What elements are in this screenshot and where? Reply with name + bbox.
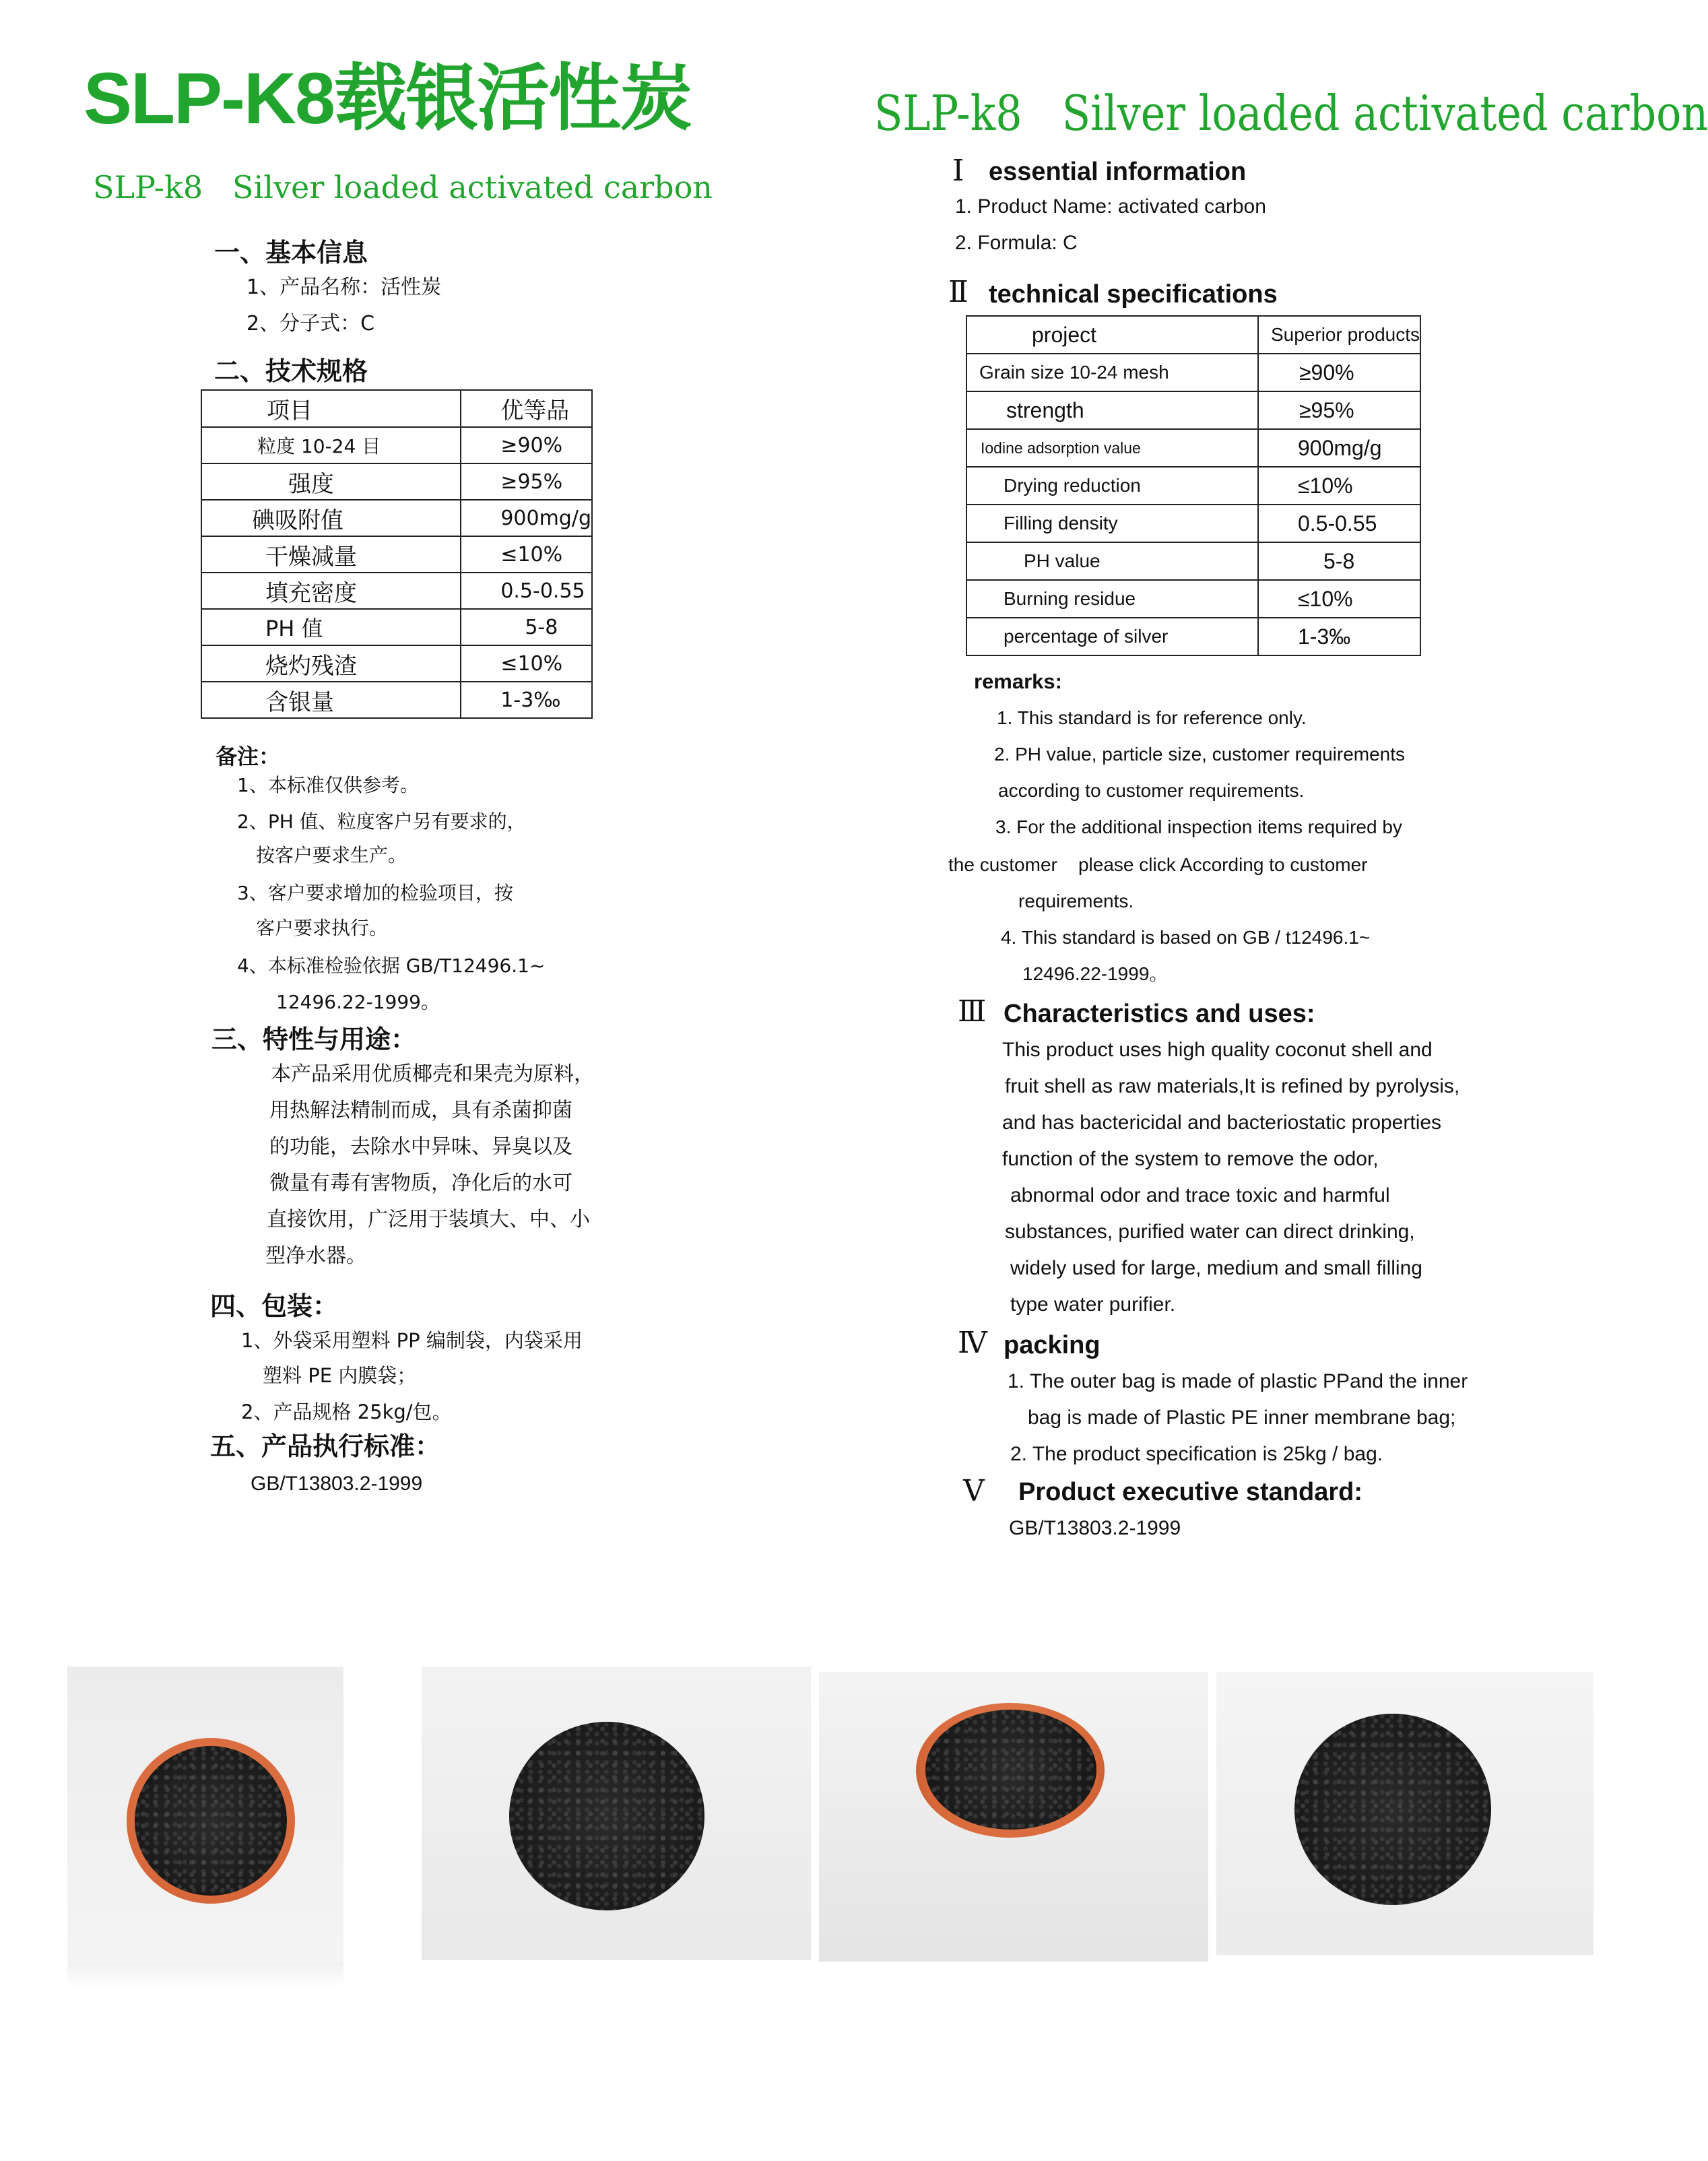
table-row: [966, 354, 1420, 391]
photo-reflection: [67, 1962, 343, 1989]
cn-features-line: 直接饮用，广泛用于装填大、中、小: [267, 1208, 590, 1231]
table-row: [201, 609, 592, 645]
en-spec-value: ≥95%: [1258, 391, 1420, 429]
table-row: [966, 391, 1420, 429]
cn-spec-value: 0.5-0.55: [461, 573, 592, 609]
cn-packing-line: 塑料 PE 内膜袋；: [263, 1364, 417, 1387]
table-row: [201, 573, 592, 609]
cn-spec-value: ≤10%: [461, 536, 592, 573]
product-photo-pile-1: [422, 1667, 811, 1960]
cn-spec-value: ≥90%: [461, 427, 592, 463]
table-row: [201, 390, 592, 427]
cn-spec-value: 5-8: [461, 609, 592, 645]
en-features-line: and has bactericidal and bacteriostatic properties: [1002, 1111, 1442, 1134]
cn-standard-heading: 五、产品执行标准：: [210, 1431, 441, 1461]
en-spec-value: 1-3‰: [1258, 618, 1420, 655]
en-spec-value: ≤10%: [1258, 467, 1420, 505]
cn-remark-line: 4、本标准检验依据 GB/T12496.1~: [237, 955, 546, 977]
cn-features-line: 微量有毒有害物质，净化后的水可: [269, 1171, 572, 1195]
table-row: [966, 618, 1420, 655]
cn-subtitle: SLP-k8 Silver loaded activated carbon: [93, 169, 713, 205]
cn-basic-info-item: 1、产品名称：活性炭: [247, 276, 442, 299]
en-spec-label: project: [966, 316, 1258, 354]
cn-features-heading: 三、特性与用途：: [211, 1025, 417, 1054]
en-roman-numeral: Ⅴ: [963, 1474, 985, 1508]
en-spec-value: Superior products: [1258, 316, 1420, 354]
en-remark-line: the customer please click According to customer: [948, 854, 1368, 875]
en-basic-info-item: 2. Formula: C: [955, 232, 1078, 254]
cn-spec-label: 强度: [201, 463, 461, 500]
cn-remark-line: 1、本标准仅供参考。: [237, 774, 419, 796]
en-remark-line: requirements.: [1018, 891, 1134, 911]
en-standard-heading: Product executive standard:: [1018, 1478, 1363, 1506]
cn-remarks-heading: 备注：: [216, 744, 281, 769]
en-spec-value: 5-8: [1258, 542, 1420, 580]
cn-remark-line: 3、客户要求增加的检验项目，按: [237, 882, 513, 904]
en-remark-line: 4. This standard is based on GB / t12496.1~: [1001, 927, 1371, 948]
en-spec-label: PH value: [966, 542, 1258, 580]
cn-spec-value: 优等品: [461, 390, 592, 427]
table-row: [966, 467, 1420, 505]
cn-remark-line: 12496.22-1999。: [276, 991, 440, 1013]
table-row: [966, 542, 1420, 580]
en-features-line: function of the system to remove the odor,: [1002, 1148, 1379, 1170]
en-remark-line: 1. This standard is for reference only.: [997, 707, 1307, 728]
table-row: [201, 682, 592, 718]
cn-spec-label: 碘吸附值: [201, 500, 461, 536]
en-packing-line: 1. The outer bag is made of plastic PPand the inner: [1008, 1370, 1468, 1392]
cn-spec-label: 烧灼残渣: [201, 645, 461, 682]
en-roman-numeral: Ⅳ: [958, 1326, 987, 1360]
cn-basic-info-item: 2、分子式：C: [247, 312, 375, 335]
cn-standard-value: GB/T13803.2-1999: [251, 1473, 423, 1495]
cn-features-line: 型净水器。: [265, 1244, 366, 1268]
product-photo-dish-1: [67, 1667, 343, 1962]
en-spec-value: ≤10%: [1258, 580, 1420, 618]
table-row: [201, 645, 592, 682]
cn-spec-value: ≤10%: [461, 645, 592, 682]
cn-basic-info-heading: 一、基本信息: [214, 238, 368, 267]
cn-remark-line: 按客户要求生产。: [256, 844, 407, 866]
en-packing-heading: packing: [1004, 1331, 1101, 1359]
en-roman-numeral: Ⅰ: [952, 154, 964, 188]
cn-spec-label: 项目: [201, 390, 461, 427]
table-row: [201, 536, 592, 573]
product-photo-pile-2: [1216, 1672, 1594, 1955]
en-remark-line: 12496.22-1999。: [1022, 963, 1169, 984]
cn-tech-spec-heading: 二、技术规格: [214, 356, 368, 386]
en-features-line: abnormal odor and trace toxic and harmful: [1010, 1184, 1390, 1206]
en-remark-line: 3. For the additional inspection items required by: [995, 816, 1402, 837]
en-spec-label: Iodine adsorption value: [966, 429, 1258, 467]
en-features-line: substances, purified water can direct drinking,: [1005, 1221, 1415, 1243]
en-features-heading: Characteristics and uses:: [1004, 1000, 1315, 1028]
en-spec-value: 900mg/g: [1258, 429, 1420, 467]
carbon-granules: [135, 1746, 287, 1896]
cn-page-title: SLP-K8载银活性炭: [84, 57, 692, 139]
cn-spec-table: [201, 389, 593, 719]
en-page-title: SLP-k8 Silver loaded activated carbon: [874, 85, 1708, 141]
cn-spec-label: 粒度 10-24 目: [201, 427, 461, 463]
en-roman-numeral: Ⅱ: [948, 275, 968, 309]
table-row: [201, 427, 592, 463]
table-row: [966, 429, 1420, 467]
cn-spec-value: ≥95%: [461, 463, 592, 500]
cn-remark-line: 客户要求执行。: [256, 917, 389, 939]
en-spec-label: Filling density: [966, 505, 1258, 542]
en-spec-label: Burning residue: [966, 580, 1258, 618]
en-roman-numeral: Ⅲ: [958, 994, 987, 1029]
product-photo-dish-2: [819, 1672, 1208, 1962]
en-basic-info-item: 1. Product Name: activated carbon: [955, 195, 1266, 218]
en-basic-info-heading: essential information: [989, 158, 1247, 186]
en-spec-label: strength: [966, 391, 1258, 429]
cn-features-line: 用热解法精制而成，具有杀菌抑菌: [269, 1099, 572, 1122]
en-features-line: type water purifier.: [1010, 1293, 1176, 1316]
en-features-line: fruit shell as raw materials,It is refined by pyrolysis,: [1005, 1075, 1460, 1097]
cn-spec-label: 填充密度: [201, 573, 461, 609]
cn-features-line: 的功能，去除水中异味、异臭以及: [269, 1135, 572, 1159]
cn-packing-line: 2、产品规格 25kg/包。: [241, 1400, 452, 1423]
en-spec-value: 0.5-0.55: [1258, 505, 1420, 542]
cn-spec-value: 900mg/g: [461, 500, 592, 536]
en-spec-label: Drying reduction: [966, 467, 1258, 505]
en-packing-line: bag is made of Plastic PE inner membrane bag;: [1028, 1407, 1456, 1429]
carbon-granules: [925, 1710, 1096, 1830]
en-features-line: This product uses high quality coconut shell and: [1002, 1039, 1433, 1061]
en-remark-line: according to customer requirements.: [998, 780, 1305, 801]
cn-spec-label: 含银量: [201, 682, 461, 718]
table-row: [201, 463, 592, 500]
en-spec-table: [966, 315, 1421, 656]
en-standard-value: GB/T13803.2-1999: [1009, 1517, 1181, 1539]
table-row: [966, 316, 1420, 354]
en-remark-line: 2. PH value, particle size, customer requirements: [994, 744, 1406, 765]
table-row: [966, 505, 1420, 542]
cn-spec-label: PH 值: [201, 609, 461, 645]
en-spec-label: percentage of silver: [966, 618, 1258, 655]
cn-remark-line: 2、PH 值、粒度客户另有要求的，: [237, 810, 526, 833]
en-packing-line: 2. The product specification is 25kg / bag.: [1010, 1443, 1383, 1465]
cn-packing-line: 1、外袋采用塑料 PP 编制袋，内袋采用: [241, 1329, 583, 1352]
en-spec-label: Grain size 10-24 mesh: [966, 354, 1258, 391]
cn-spec-value: 1-3‰: [461, 682, 592, 718]
carbon-granules: [509, 1722, 704, 1910]
en-remarks-heading: remarks:: [974, 670, 1062, 693]
en-spec-value: ≥90%: [1258, 354, 1420, 391]
table-row: [966, 580, 1420, 618]
cn-packing-heading: 四、包装：: [210, 1291, 339, 1321]
table-row: [201, 500, 592, 536]
en-tech-spec-heading: technical specifications: [989, 280, 1278, 309]
cn-spec-label: 干燥减量: [201, 536, 461, 573]
en-features-line: widely used for large, medium and small filling: [1010, 1257, 1422, 1279]
carbon-granules: [1294, 1714, 1491, 1905]
cn-features-line: 本产品采用优质椰壳和果壳为原料，: [271, 1062, 594, 1086]
